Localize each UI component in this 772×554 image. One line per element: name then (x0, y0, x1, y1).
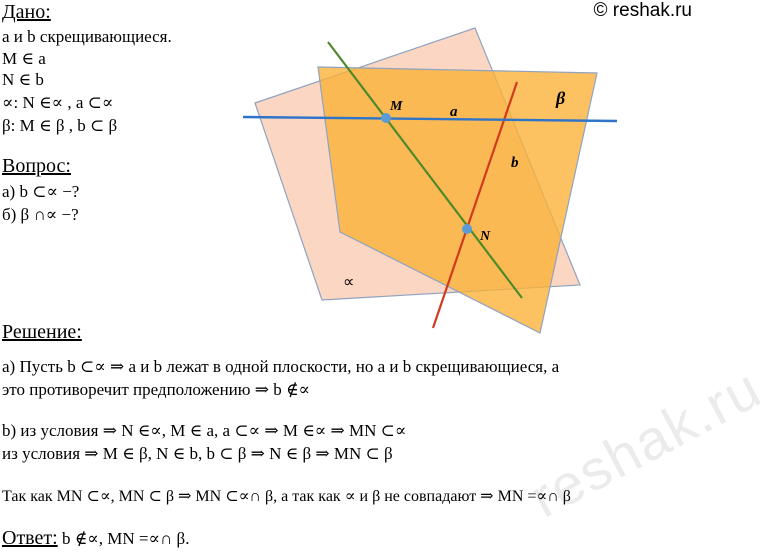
given-line-3: N ∈ b (2, 70, 44, 89)
solution-line-5: Так как MN ⊂∝, MN ⊂ β ⇒ MN ⊂∝∩ β, а так как ∝ и β не совпадают ⇒ MN =∝∩ β (2, 488, 571, 505)
point-n (462, 224, 472, 234)
solution-line-4: из условия ⇒ M ∈ β, N ∈ b, b ⊂ β ⇒ N ∈ β ⇒ MN ⊂ β (2, 444, 393, 463)
question-heading: Вопрос: (2, 155, 71, 177)
label-alpha: ∝ (343, 272, 355, 291)
given-line-2: M ∈ a (2, 49, 46, 68)
solution-heading: Решение: (2, 321, 82, 343)
given-line-1: a и b скрещивающиеся. (2, 27, 172, 46)
answer-label: Ответ: (2, 527, 58, 549)
question-line-2: б) β ∩∝ −? (2, 205, 79, 224)
answer (2, 528, 189, 549)
solution-line-1: а) Пусть b ⊂∝ ⇒ a и b лежат в одной плоскости, но a и b скрещивающиеся, а (2, 357, 560, 376)
label-a: a (450, 104, 458, 120)
solution-line-2: это противоречит предположению ⇒ b ∉∝ (2, 380, 311, 399)
answer-text: b ∉∝, MN =∝∩ β. (57, 529, 190, 548)
watermark: reshak.ru (519, 355, 772, 530)
label-m: M (390, 99, 403, 114)
question-line-1: а) b ⊂∝ −? (2, 182, 80, 201)
label-beta: β (556, 88, 566, 108)
point-m (381, 113, 391, 123)
given-heading: Дано: (2, 1, 51, 23)
solution-line-3: b) из условия ⇒ N ∈∝, M ∈ a, a ⊂∝ ⇒ M ∈∝ ⇒ MN ⊂∝ (2, 421, 407, 440)
label-b: b (511, 155, 519, 171)
given-line-5: β: M ∈ β , b ⊂ β (2, 116, 118, 135)
label-n: N (480, 229, 491, 244)
given-line-4: ∝: N ∈∝ , a ⊂∝ (2, 93, 114, 112)
copyright-notice: © reshak.ru (593, 0, 692, 21)
